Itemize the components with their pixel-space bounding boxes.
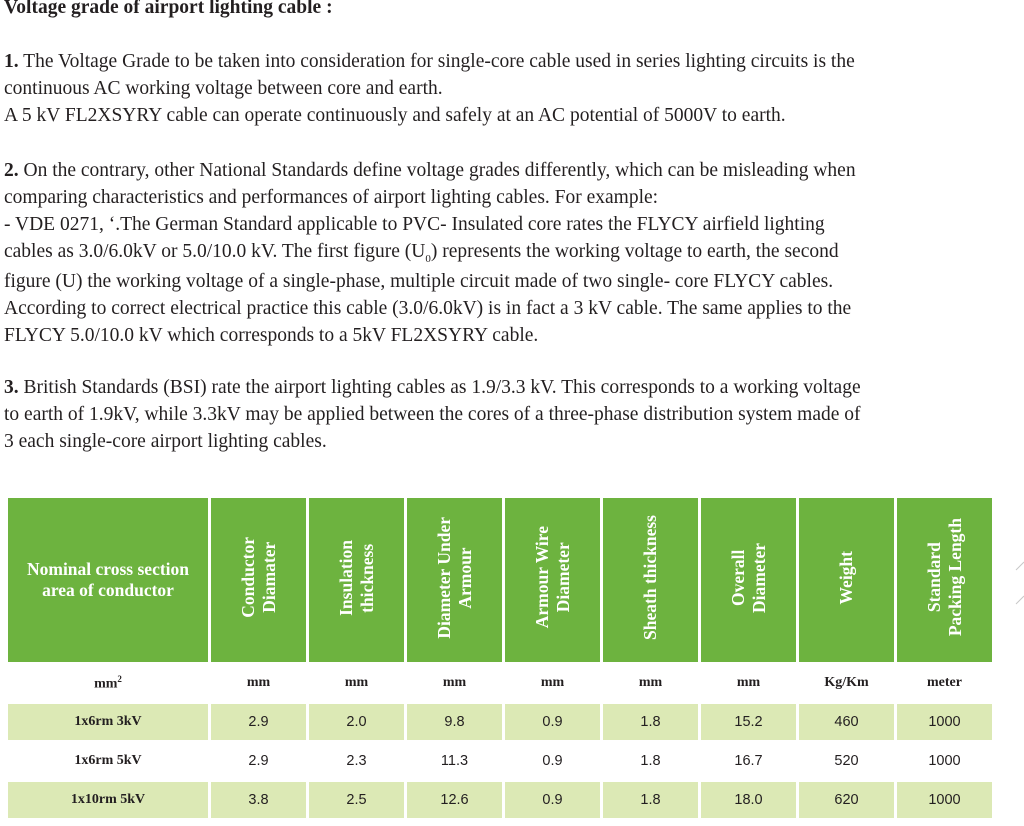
paragraph-text: - VDE 0271, ‘.The German Standard applicable to PVC- Insulated core rates the FLYCY airfield lighting (4, 214, 825, 235)
unit-cell: mm (246, 675, 271, 690)
paragraph-text: According to correct electrical practice this cable (3.0/6.0kV) is in fact a 3 kV cable. The same applies to the (4, 298, 852, 319)
header-label: Armour Wire (531, 526, 552, 629)
document (4, 0, 1019, 452)
table-header-row (8, 498, 992, 662)
paragraph-text: On the contrary, other National Standards define voltage grades differently, which can be misleading when (23, 160, 856, 181)
table-cell: 11.3 (440, 753, 469, 769)
header-weight (799, 498, 894, 662)
header-label: Sheath thickness (640, 515, 660, 640)
header-insulation-thickness (309, 498, 404, 662)
paragraph-text: comparing characteristics and performances of airport lighting cables. For example: (4, 187, 659, 208)
paragraph-number: 2. (4, 160, 19, 181)
table-cell: 2.0 (309, 704, 404, 740)
paragraph-text: continuous AC working voltage between core and earth. (4, 78, 443, 99)
table-cell: 3.8 (211, 782, 306, 818)
unit-cell: mm (442, 675, 467, 690)
header-conductor-diameter (211, 498, 306, 662)
paragraph-number: 1. (4, 51, 19, 72)
paragraph-text: to earth of 1.9kV, while 3.3kV may be applied between the cores of a three-phase distribution system made of (4, 404, 861, 425)
row-label: 1x6rm 5kV (74, 753, 142, 768)
unit-cell: mm (540, 675, 565, 690)
row-label: 1x10rm 5kV (8, 782, 208, 818)
table-cell: 620 (799, 782, 894, 818)
table-cell: 16.7 (734, 753, 763, 769)
paragraph-text: A 5 kV FL2XSYRY cable can operate continuously and safely at an AC potential of 5000V to earth. (4, 105, 786, 126)
table-cell: 1000 (928, 753, 961, 769)
header-overall-diameter (701, 498, 796, 662)
paragraph-text: The Voltage Grade to be taken into consideration for single-core cable used in series lighting circuits is the (23, 51, 855, 72)
header-label: Diameter (552, 542, 573, 613)
paragraph-2 (4, 157, 856, 349)
header-label: Conductor (237, 537, 258, 618)
table-cell: 1000 (897, 782, 992, 818)
table-cell: 2.9 (248, 753, 269, 769)
unit-cell: mm (736, 675, 761, 690)
table-cell: 2.5 (309, 782, 404, 818)
section-heading: Voltage grade of airport lighting cable : (4, 0, 333, 18)
superscript: 2 (117, 673, 122, 684)
header-label: Insulation (335, 539, 356, 616)
row-label: 1x6rm 3kV (8, 704, 208, 740)
table-cell: 0.9 (542, 753, 563, 769)
table-cell: 0.9 (505, 782, 600, 818)
table-cell: 12.6 (407, 782, 502, 818)
header-armour-wire-diameter (505, 498, 600, 662)
table-cell: 15.2 (701, 704, 796, 740)
table-cell: 1000 (897, 704, 992, 740)
header-diameter-under-armour (407, 498, 502, 662)
table-row (8, 743, 992, 779)
header-standard-packing-length (897, 498, 992, 662)
unit-cell: meter (927, 675, 962, 690)
header-label: Weight (836, 550, 856, 605)
paragraph-1 (4, 48, 855, 129)
paragraph-text: British Standards (BSI) rate the airport lighting cables as 1.9/3.3 kV. This corresponds to a working voltage (23, 377, 861, 398)
header-label: Armour (454, 546, 475, 609)
unit-cell: mm (638, 675, 663, 690)
header-label: area of conductor (42, 580, 174, 600)
paragraph-text: figure (U) the working voltage of a single-phase, multiple circuit made of two single- core FLYCY cables. (4, 271, 834, 292)
table-cell: 2.3 (346, 753, 367, 769)
table-row (8, 782, 992, 818)
header-label: Overall (727, 549, 748, 606)
paragraph-text (4, 238, 856, 268)
cable-spec-table (5, 495, 995, 821)
units-row (8, 665, 992, 701)
paragraph-text: 3 each single-core airport lighting cables. (4, 431, 327, 452)
paragraph-3 (4, 374, 861, 455)
header-label: Diamater (258, 542, 279, 613)
table-cell: 2.9 (211, 704, 306, 740)
header-sheath-thickness (603, 498, 698, 662)
table-cell: 520 (834, 753, 859, 769)
table-cell: 0.9 (505, 704, 600, 740)
table-cell: 1.8 (640, 753, 661, 769)
header-label: thickness (356, 542, 377, 613)
text-fragment: ) represents the working voltage to earth, the second (430, 241, 839, 262)
header-label: Nominal cross section (26, 559, 190, 579)
header-nominal-cross-section (8, 498, 208, 662)
table-cell: 460 (799, 704, 894, 740)
table-row (8, 704, 992, 740)
paragraph-text: FLYCY 5.0/10.0 kV which corresponds to a 5kV FL2XSYRY cable. (4, 325, 539, 346)
unit-cell (8, 665, 208, 701)
unit-cell: Kg/Km (824, 675, 869, 690)
header-label: Diameter (748, 542, 769, 613)
text-fragment: cables as 3.0/6.0kV or 5.0/10.0 kV. The first figure (U (4, 241, 426, 262)
page-edge-decoration (1014, 560, 1024, 610)
subscript: 0 (425, 253, 431, 265)
paragraph-number: 3. (4, 377, 19, 398)
unit-label: mm (94, 676, 118, 692)
header-label: Standard (923, 542, 944, 613)
header-label: Diameter Under (433, 516, 454, 639)
header-label: Packing Length (944, 518, 965, 637)
table-cell: 1.8 (603, 782, 698, 818)
table-cell: 9.8 (407, 704, 502, 740)
unit-cell: mm (344, 675, 369, 690)
table-cell: 1.8 (603, 704, 698, 740)
table-cell: 18.0 (701, 782, 796, 818)
